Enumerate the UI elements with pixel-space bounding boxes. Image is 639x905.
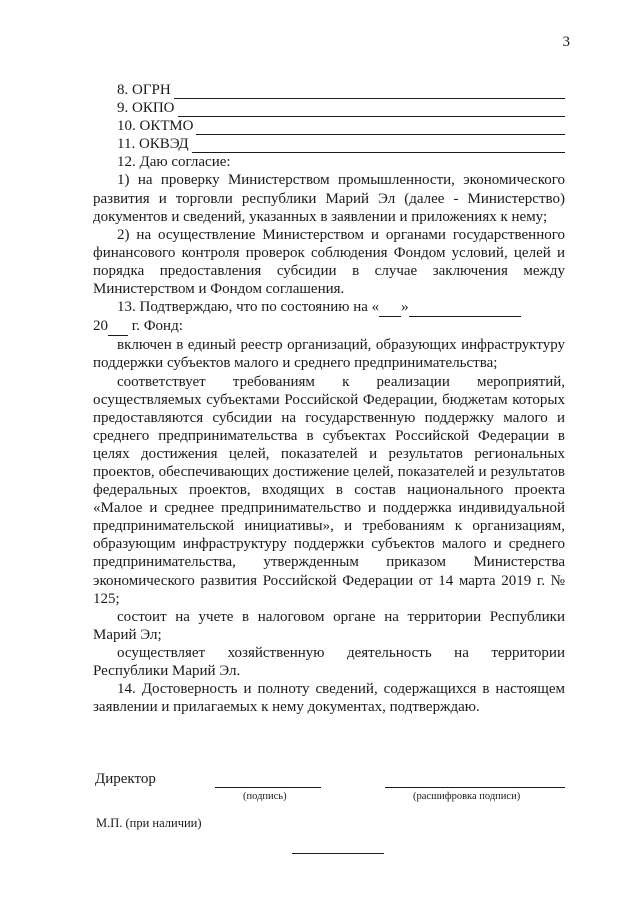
document-body: [93, 81, 565, 716]
name-line: [385, 787, 565, 788]
year-suffix: г. Фонд:: [128, 318, 183, 335]
day-blank: [379, 298, 401, 317]
field-blank-line: [178, 102, 565, 117]
field-oktmo: [117, 117, 565, 135]
field-label: 8. ОГРН: [117, 82, 171, 98]
page-number: 3: [562, 34, 570, 50]
name-caption: (расшифровка подписи): [413, 791, 521, 802]
field-label: 9. ОКПО: [117, 100, 175, 117]
item13-quote-close: »: [401, 299, 409, 316]
end-separator-line: [292, 853, 384, 854]
signature-caption: (подпись): [243, 791, 287, 802]
field-okpo: [117, 99, 565, 117]
item13-heading-text: 13. Подтверждаю, что по состоянию на «: [117, 299, 380, 316]
item13-year-line: [93, 317, 565, 336]
director-label: Директор: [95, 771, 156, 787]
signature-line: [215, 787, 321, 788]
field-ogrn: [117, 81, 565, 99]
field-label: 11. ОКВЭД: [117, 136, 189, 153]
item14-paragraph: 14. Достоверность и полноту сведений, содержащихся в настоящем заявлении и прилагаемых к нему документах, подтверждаю.: [93, 681, 565, 716]
item13-paragraph-2: соответствует требованиям к реализации мероприятий, осуществляемых субъектами Российской Федерации, бюджетам которых предоставляются субсидии на государственную поддержку малого и среднего предпринимательства в субъектах Российской Федерации в целях достижения целей, показателей и результатов региональных проектов, обеспечивающих достижение целей, показателей и результатов федеральных проектов, входящих в состав национального проекта «Малое и среднее предпринимательство и поддержка индивидуальной предпринимательской инициативы», и требованиям к организациям, образующим инфраструктуру поддержки субъектов малого и среднего предпринимательства, утвержденным приказом Министерства экономического развития Российской Федерации от 14 марта 2019 г. № 125;: [93, 373, 565, 607]
signature-block: [95, 771, 575, 811]
year-prefix: 20: [93, 318, 108, 335]
item13-paragraph-1: включен в единый реестр организаций, образующих инфраструктуру поддержки субъектов малого и среднего предпринимательства;: [93, 337, 565, 372]
field-blank-line: [196, 120, 565, 135]
year-blank: [108, 317, 128, 336]
field-okved: [117, 135, 565, 153]
item12-paragraph-1: 1) на проверку Министерством промышленности, экономического развития и торговли республики Марий Эл (далее - Министерство) документов и сведений, указанных в заявлении и приложениях к нему;: [93, 172, 565, 225]
item13-heading: [93, 298, 565, 317]
field-blank-line: [174, 84, 565, 99]
field-label: 10. ОКТМО: [117, 118, 194, 135]
field-blank-line: [192, 138, 565, 153]
stamp-note: М.П. (при наличии): [96, 816, 202, 830]
item12-paragraph-2: 2) на осуществление Министерством и органами государственного финансового контроля проверок соблюдения Фондом условий, целей и порядка предоставления субсидии в случае заключения между Министерством и Фондом соглашения.: [93, 226, 565, 298]
item13-paragraph-3: состоит на учете в налоговом органе на территории Республики Марий Эл;: [93, 608, 565, 643]
item13-paragraph-4: осуществляет хозяйственную деятельность на территории Республики Марий Эл.: [93, 644, 565, 679]
item12-heading: 12. Даю согласие:: [117, 154, 231, 171]
month-blank: [409, 298, 521, 317]
